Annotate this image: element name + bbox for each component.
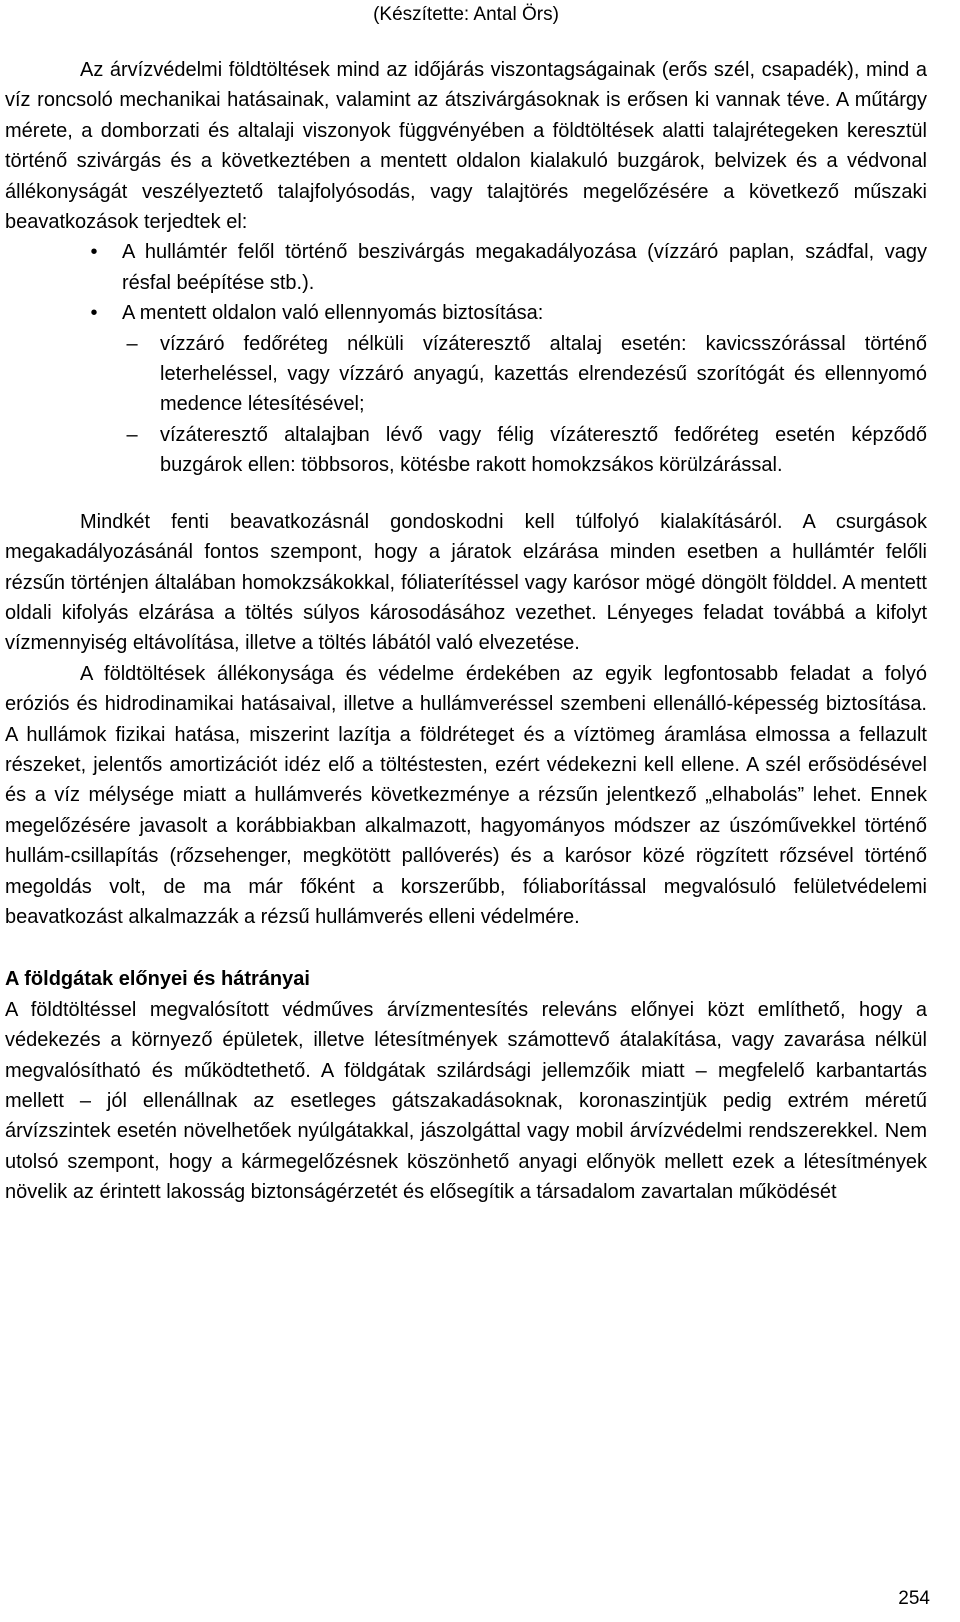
section-heading: A földgátak előnyei és hátrányai [5, 968, 310, 991]
dash-item [5, 329, 927, 420]
bullet-item [5, 237, 927, 298]
paragraph-stability: A földtöltések állékonysága és védelme érdekében az egyik legfontosabb feladat a folyó eróziós és hidrodinamikai hatásaival, illetve a hullámveréssel szembeni ellenálló-képesség biztosítása. A hullámok fizikai hatása, miszerint lazítja a földréteget és a víztömeg áramlása elmossa a fellazult részeket, jelentős amortizációt idéz elő a töltéstesten, ezért védekezni kell ellene. A szél erősödésével és a víz mélysége miatt a hullámverés következménye a rézsűn jelentkező „elhabolás” lehet. Ennek megelőzésére javasolt a korábbiakban alkalmazott, hagyományos módszer az úszóművekkel történő hullám-csillapítás (rőzsehenger, megkötött pallóverés) és a karósor közé rögzített rőzsével történő megoldás volt, de ma már főként a korszerűbb, fóliaborítással megvalósuló felületvédelemi beavatkozást alkalmazzák a rézsű hullámverés elleni védelmére. [5, 662, 927, 928]
bullet-text: A hullámtér felől történő beszivárgás megakadályozása (vízzáró paplan, szádfal, vagy résfal beépítése stb.). [122, 241, 927, 294]
dash-text: vízáteresztő altalajban lévő vagy félig vízáteresztő fedőréteg esetén képződő buzgárok ellen: többsoros, kötésbe rakott homokzsákos körülzárással. [160, 423, 927, 477]
dash-text: vízzáró fedőréteg nélküli vízáteresztő altalaj esetén: kavicsszórással történő leterheléssel, vagy vízzáró anyagú, kazettás elrendezésű szorítógát és ellennyomó medence létesítésével; [160, 332, 927, 416]
bullet-icon: • [90, 302, 98, 325]
paragraph-advantages: A földtöltéssel megvalósított védműves árvízmentesítés releváns előnyei közt említhető, hogy a védekezés a környező épületek, illetve létesítmények számottevő átalakítása, vagy zavarása nélkül megvalósítható és működtethető. A földgátak szilárdsági jellemzőik miatt – megfelelő karbantartás mellett – jól ellenállnak az esetleges gátszakadásoknak, koronaszintjük pedig extrém méretű árvízszintek esetén növelhetőek nyúlgátakkal, jászolgáttal vagy mobil árvízvédelmi rendszerekkel. Nem utolsó szempont, hogy a kármegelőzésnek köszönhető anyagi előnyök mellett ezek a létesítmények növelik az érintett lakosság biztonságérzetét és elősegítik a társadalom zavartalan működését [5, 998, 927, 1204]
document-header: (Készítette: Antal Örs) [373, 4, 559, 25]
page-number: 254 [898, 1588, 930, 1609]
dash-icon: – [126, 423, 138, 446]
dash-icon: – [126, 332, 138, 355]
paragraph-intro: Az árvízvédelmi földtöltések mind az időjárás viszontagságainak (erős szél, csapadék), mind a víz roncsoló mechanikai hatásainak, valamint az átszivárgásoknak is erősen ki vannak téve. A műtárgy mérete, a domborzati és altalaji viszonyok függvényében a földtöltések alatti talajrétegeken keresztül történő szivárgás és a következtében a mentett oldalon kialakuló buzgárok, belvizek és a védvonal állékonyságát veszélyeztető talajfolyósodás, vagy talajtörés megelőzésére a következő műszaki beavatkozások terjedtek el: [5, 59, 927, 234]
bullet-text: A mentett oldalon való ellennyomás biztosítása: [122, 302, 544, 325]
page-body [5, 55, 927, 1208]
dash-item [5, 420, 927, 481]
paragraph-overflow: Mindkét fenti beavatkozásnál gondoskodni kell túlfolyó kialakításáról. A csurgások megakadályozásánál fontos szempont, hogy a járatok elzárása minden esetben a hullámtér felőli rézsűn történjen általában homokzsákokkal, fóliaterítéssel vagy karósor mögé döngölt földdel. A mentett oldali kifolyás elzárása a töltés súlyos károsodásához vezethet. Lényeges feladat továbbá a kifolyt vízmennyiség eltávolítása, illetve a töltés lábától való elvezetése. [5, 510, 927, 655]
bullet-icon: • [90, 241, 98, 264]
bullet-item [5, 298, 927, 328]
